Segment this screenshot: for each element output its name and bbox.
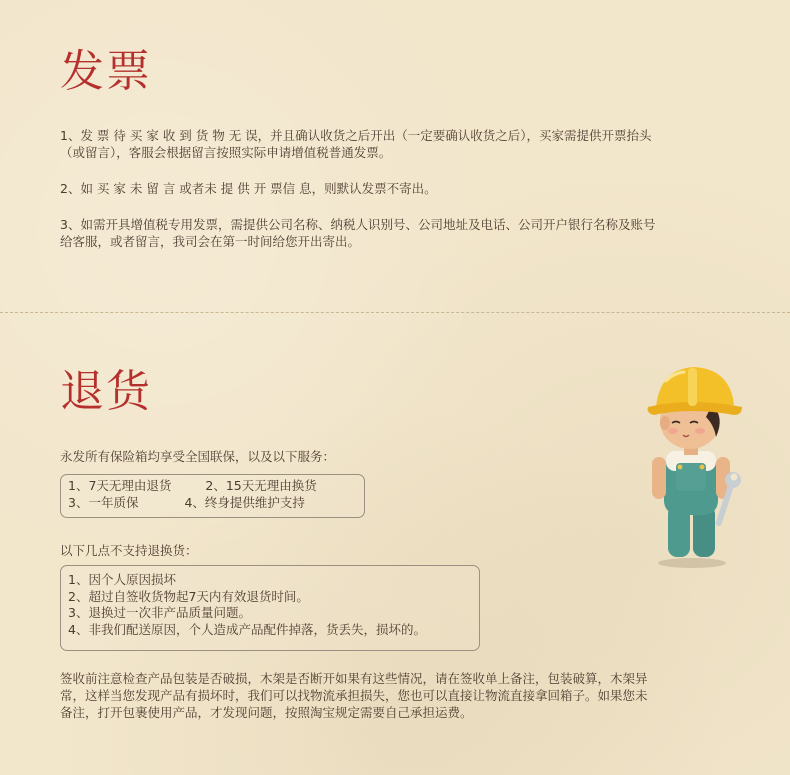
service-item-4: 4、终身提供维护支持 [184, 494, 305, 510]
service-item-1: 1、7天无理由退货 [68, 478, 172, 493]
exclusion-item-3: 3、退换过一次非产品质量问题。 [68, 605, 251, 620]
services-row-1 [68, 478, 364, 495]
invoice-paragraph-1: 1、发 票 待 买 家 收 到 货 物 无 误，并且确认收货之后开出（一定要确认收货之后），买家需提供开票抬头（或留言），客服会根据留言按照实际申请增值税普通发票。 [60, 128, 652, 160]
services-row-2 [68, 495, 364, 512]
returns-intro: 永发所有保险箱均享受全国联保，以及以下服务： [60, 449, 336, 464]
worker-mascot-illustration [630, 355, 750, 570]
invoice-paragraph-2: 2、如 买 家 未 留 言 或者未 提 供 开 票信 息，则默认发票不寄出。 [60, 181, 437, 196]
section-divider [0, 312, 790, 313]
exclusion-item-4: 4、非我们配送原因，个人造成产品配件掉落，货丢失，损坏的。 [68, 621, 426, 637]
returns-title: 退货 [60, 366, 152, 417]
service-item-3: 3、一年质保 [68, 494, 139, 510]
exclusion-item-2: 2、超过自签收货物起7天内有效退货时间。 [68, 588, 309, 604]
exclusions-title: 以下几点不支持退换货： [60, 543, 198, 558]
exclusion-item-1: 1、因个人原因损坏 [68, 572, 176, 587]
returns-notice: 签收前注意检查产品包装是否破损，木架是否断开如果有这些情况，请在签收单上备注，包装破算，木架异常，这样当您发现产品有损坏时，我们可以找物流承担损失，您也可以直接让物流直接拿回箱子。如果您未备注，打开包裹使用产品，才发现问题，按照淘宝规定需要自己承担运费。 [60, 671, 648, 720]
exclusions-box [60, 565, 480, 651]
invoice-paragraph-3: 3、如需开具增值税专用发票，需提供公司名称、纳税人识别号、公司地址及电话、公司开户银行名称及账号给客服，或者留言，我司会在第一时间给您开出寄出。 [60, 217, 656, 249]
service-item-2: 2、15天无理由换货 [205, 478, 317, 493]
invoice-title: 发票 [60, 46, 152, 97]
services-box [60, 474, 365, 518]
